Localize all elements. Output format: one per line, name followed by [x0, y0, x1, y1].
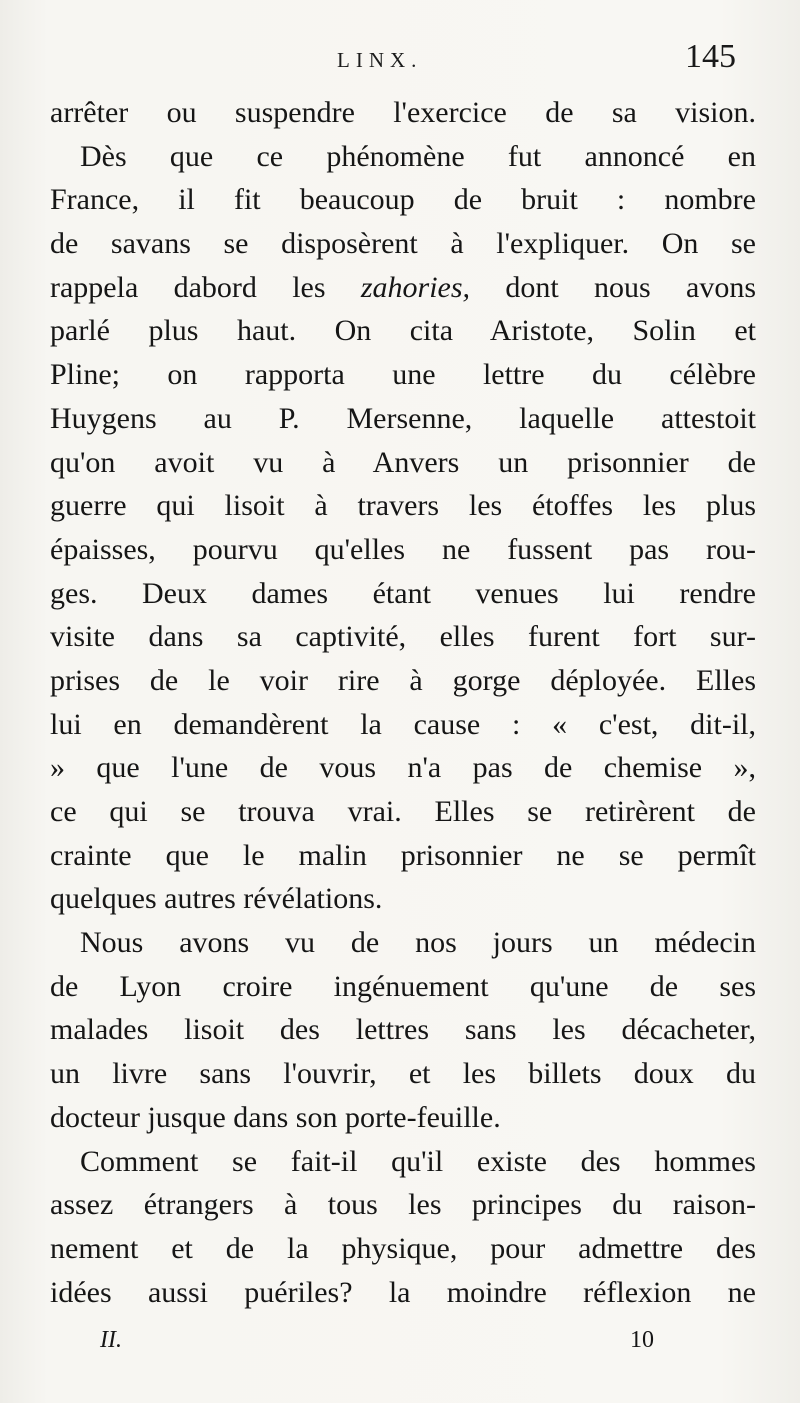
- text-line: prises de le voir rire à gorge déployée. Elles: [50, 663, 756, 697]
- text-line: Comment se fait-il qu'il existe des hommes: [80, 1144, 756, 1178]
- text-line: » que l'une de vous n'a pas de chemise »,: [50, 751, 756, 785]
- running-head: LINX.: [337, 48, 423, 72]
- text-line: guerre qui lisoit à travers les étoffes les plus: [50, 489, 756, 523]
- text-line: idées aussi puériles? la moindre réflexion ne: [50, 1275, 756, 1309]
- text-line: lui en demandèrent la cause : « c'est, dit-il,: [50, 707, 756, 741]
- text-line: docteur jusque dans son porte-feuille.: [50, 1100, 501, 1134]
- text-line: malades lisoit des lettres sans les décacheter,: [50, 1013, 756, 1047]
- text-line: parlé plus haut. On cita Aristote, Solin et: [50, 314, 756, 348]
- text-line: de Lyon croire ingénuement qu'une de ses: [50, 969, 756, 1003]
- text-line: Nous avons vu de nos jours un médecin: [80, 926, 756, 960]
- text-line: Dès que ce phénomène fut annoncé en: [80, 139, 756, 173]
- text-line: épaisses, pourvu qu'elles ne fussent pas rou-: [50, 532, 756, 566]
- text-line: qu'on avoit vu à Anvers un prisonnier de: [50, 445, 756, 479]
- text-fragment: rappela dabord les: [50, 270, 326, 304]
- text-line: Pline; on rapporta une lettre du célèbre: [50, 358, 756, 392]
- text-line: France, il fit beaucoup de bruit : nombre: [50, 183, 756, 217]
- page-footer: [0, 1327, 800, 1367]
- page-number: 145: [685, 38, 736, 75]
- text-line: [50, 266, 756, 310]
- text-fragment: dont nous avons: [505, 270, 757, 304]
- body-text: [50, 91, 756, 1314]
- text-line: arrêter ou suspendre l'exercice de sa vision.: [50, 96, 756, 129]
- text-line: de savans se disposèrent à l'expliquer. On se: [50, 227, 756, 261]
- text-line: quelques autres révélations.: [50, 882, 383, 916]
- text-line: Huygens au P. Mersenne, laquelle attestoit: [50, 401, 756, 435]
- italic-term: zahories,: [360, 270, 471, 304]
- sheet-number: 10: [630, 1327, 654, 1353]
- text-line: ce qui se trouva vrai. Elles se retirèrent de: [50, 795, 756, 828]
- text-line: crainte que le malin prisonnier ne se permît: [50, 838, 756, 872]
- text-line: nement et de la physique, pour admettre des: [50, 1231, 756, 1265]
- text-line: assez étrangers à tous les principes du raison-: [50, 1188, 756, 1222]
- text-line: visite dans sa captivité, elles furent fort sur-: [50, 620, 756, 654]
- text-line: ges. Deux dames étant venues lui rendre: [50, 576, 756, 610]
- text-line: un livre sans l'ouvrir, et les billets doux du: [50, 1057, 756, 1091]
- volume-signature: II.: [100, 1327, 122, 1353]
- page-header: [0, 38, 800, 88]
